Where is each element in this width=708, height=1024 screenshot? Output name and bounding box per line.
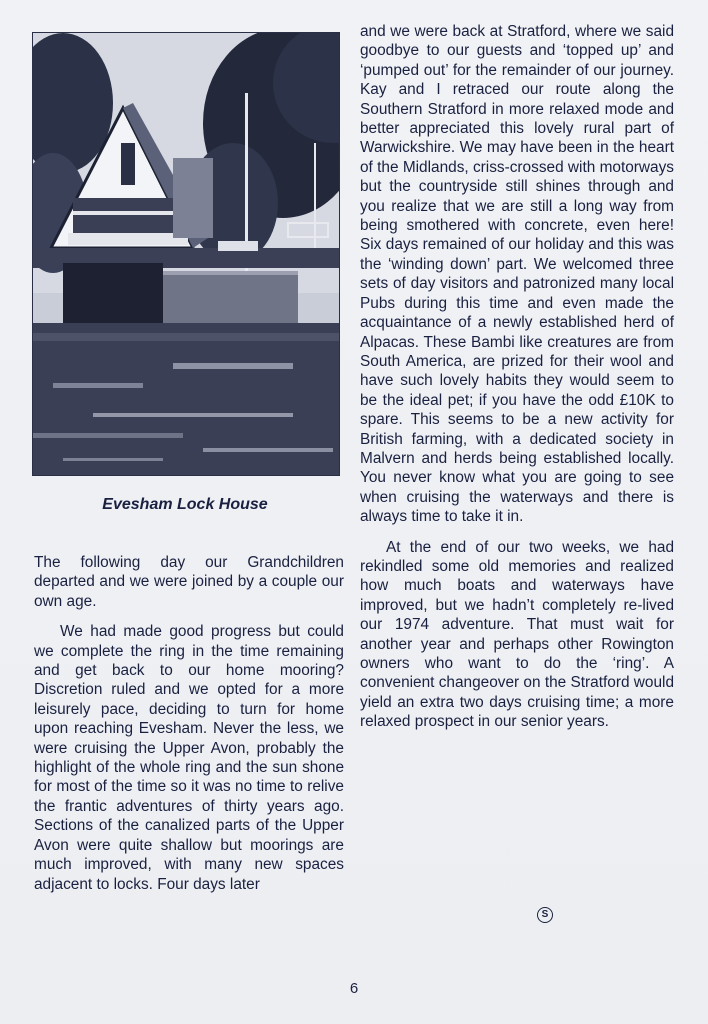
end-of-article-mark: S [537, 907, 553, 923]
page-number: 6 [349, 980, 359, 997]
photo-caption: Evesham Lock House [102, 496, 268, 513]
lock-house-photo [32, 32, 340, 476]
paragraph: The following day our Grandchildren departed and we were joined by a couple our own age. [34, 554, 344, 610]
paragraph: and we were back at Stratford, where we said goodbye to our guests and ‘topped up’ and ‘pumped out’ for the remainder of our journey. Kay and I retraced our route along the Southern Stratford in more relaxed mode and better appreciated this lovely rural part of Warwickshire. We may have been in the heart of the Midlands, criss-crossed with motorways but the countryside still shines through and you realize that we are still a long way from being smothered with concrete, even here! Six days remained of our holiday and this was the ‘winding down’ part. We welcomed three sets of day visitors and patronized many local Pubs during this time and even made the acquaintance of a newly established herd of Alpacas. These Bambi like creatures are from South America, are prized for their wool and have such lovely habits they would seem to be the ideal pet; if you have the odd £10K to spare. This seems to be a new activity for British farming, with a dedicated society in Malvern and herds being established locally. You never know what you are going to see when cruising the waterways and there is always time to take it in. [360, 23, 674, 526]
right-text-column [360, 22, 674, 732]
paragraph: At the end of our two weeks, we had rekindled some old memories and realized how much boats and waterways have improved, but we hadn’t completely re-lived our 1974 adventure. That must wait for another year and perhaps other Rowington owners who want to do the ‘ring’. A convenient changeover on the Stratford would yield an extra two days cruising time; a more relaxed prospect in our senior years. [360, 538, 675, 731]
paragraph: We had made good progress but could we complete the ring in the time remaining and get back to our home mooring? Discretion ruled and we opted for a more leisurely pace, deciding to turn for home upon reaching Evesham. Never the less, we were cruising the Upper Avon, probably the highlight of the whole ring and the sun shone for most of the time so it was no time to relive the frantic adventures of thirty years ago. Sections of the canalized parts of the Upper Avon were quite shallow but moorings are much improved, with many new spaces adjacent to locks. Four days later [34, 623, 344, 893]
left-text-column [34, 553, 344, 894]
